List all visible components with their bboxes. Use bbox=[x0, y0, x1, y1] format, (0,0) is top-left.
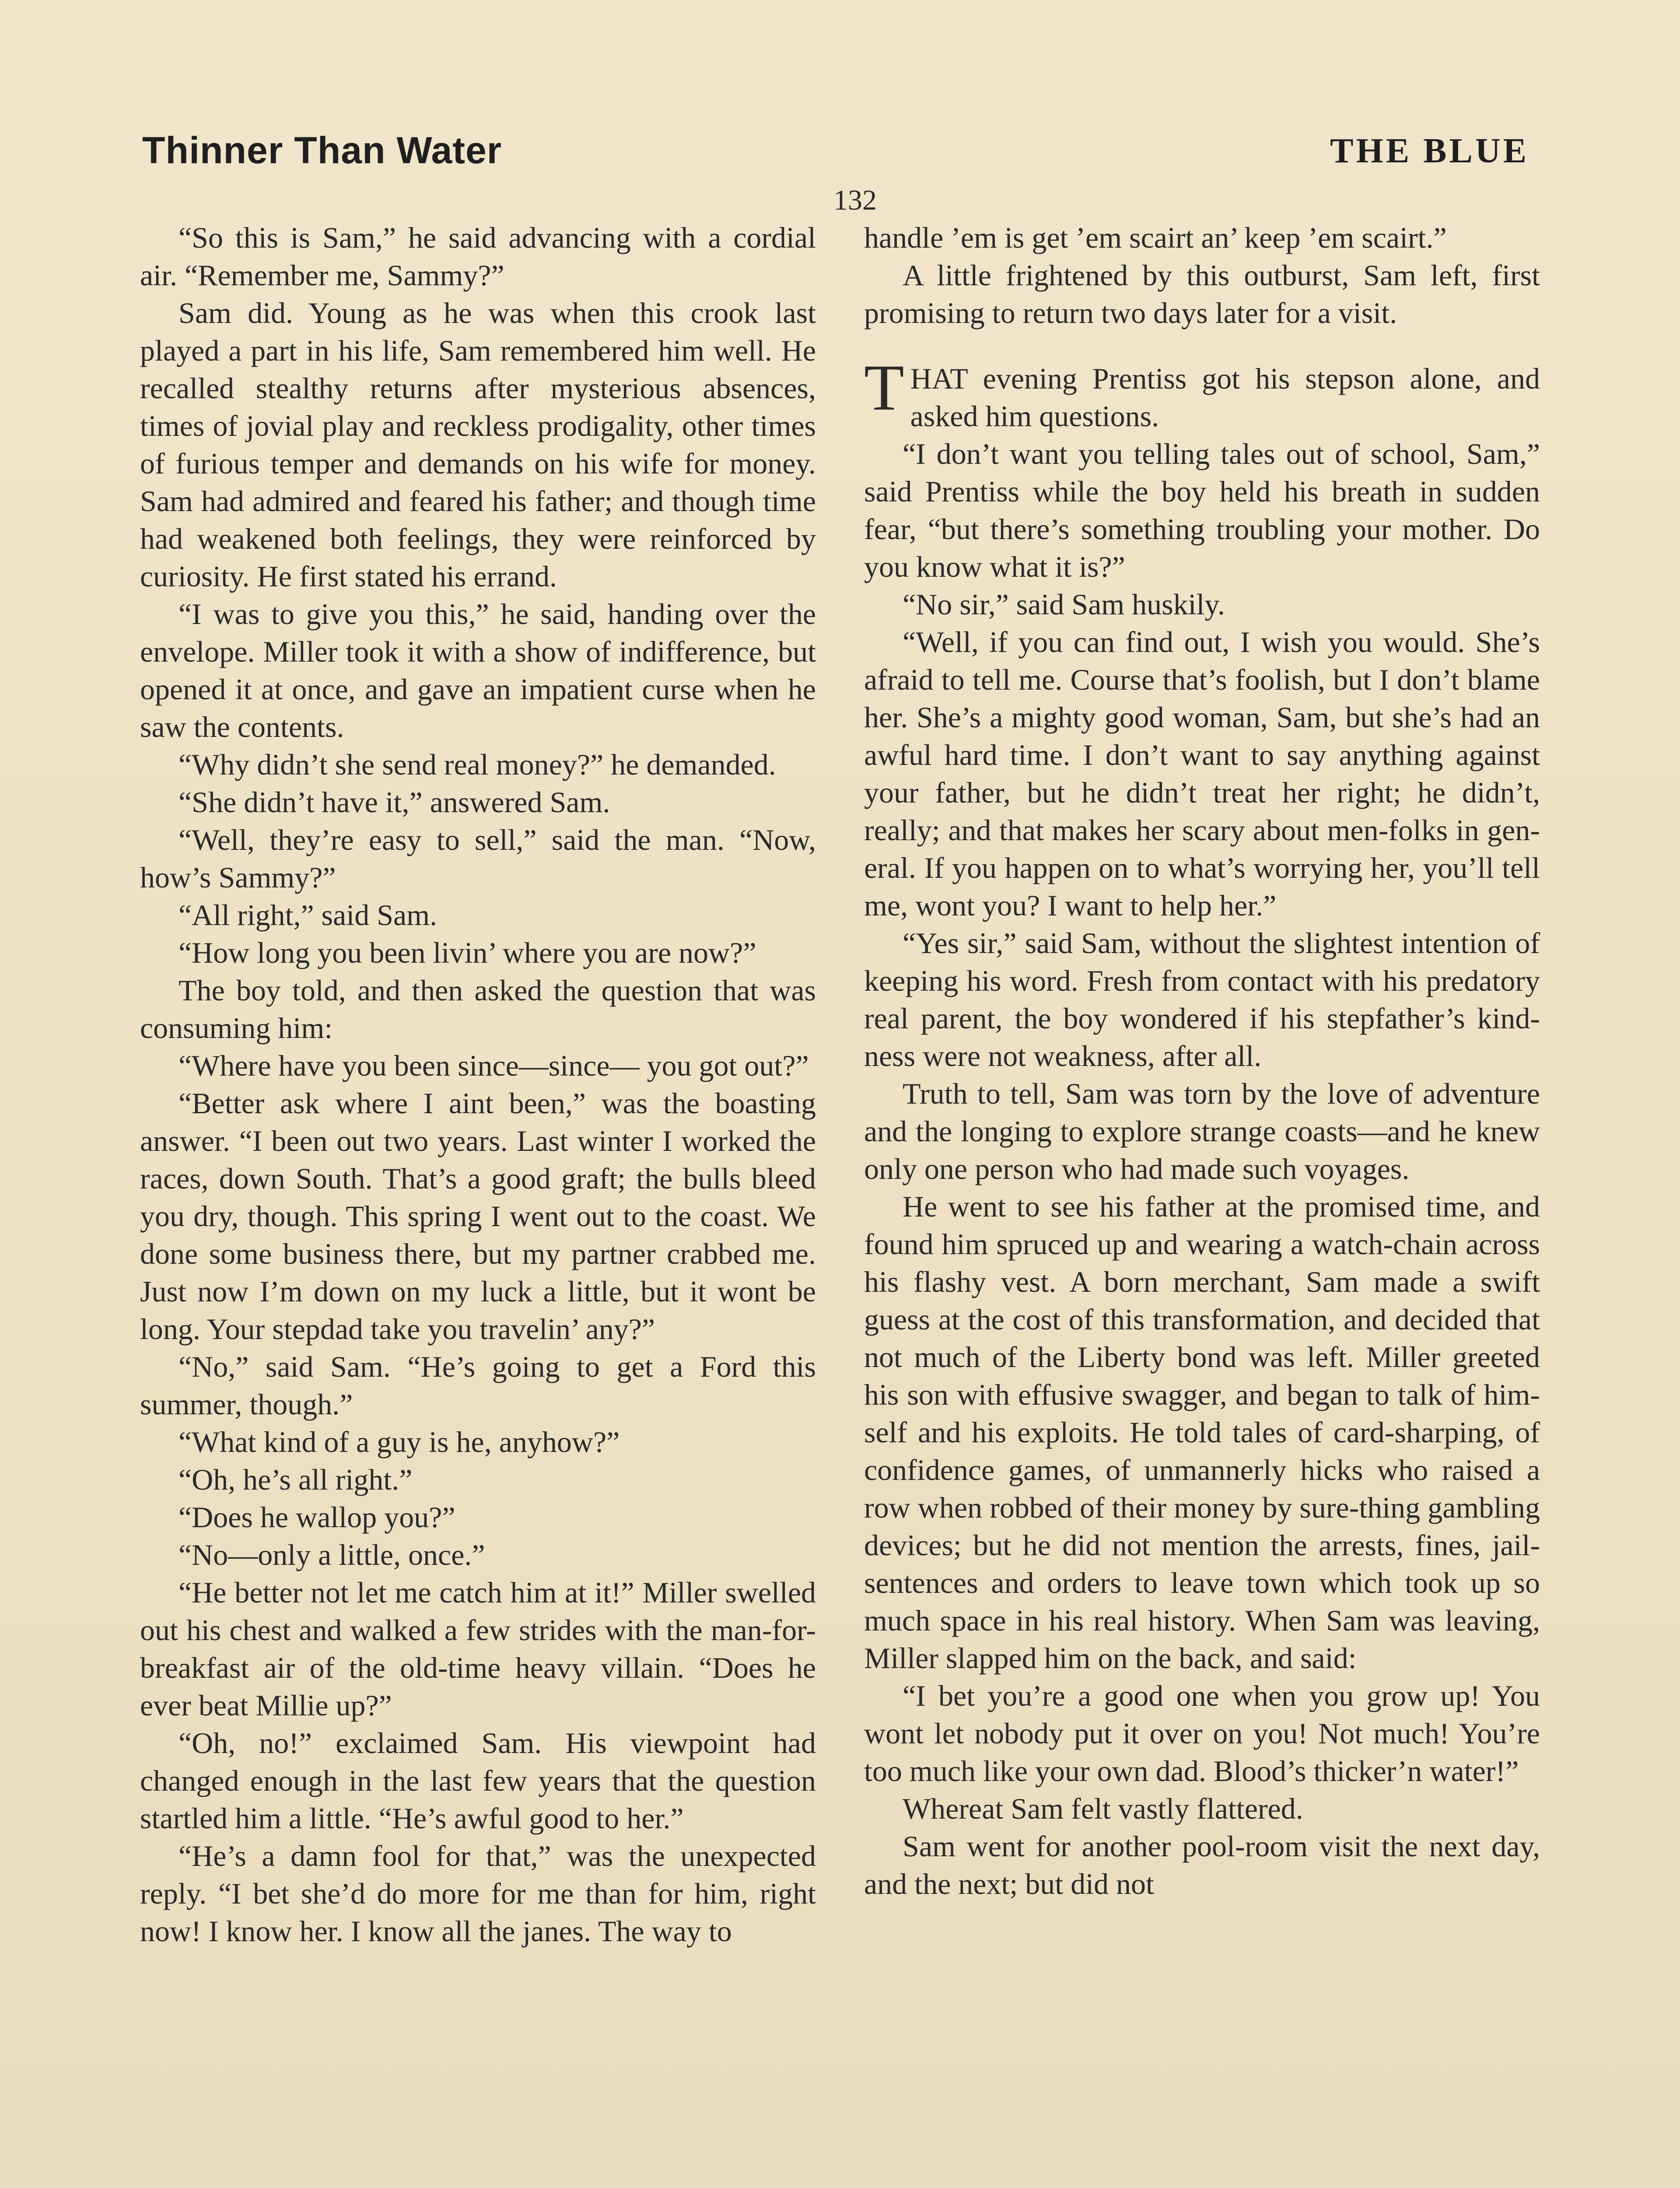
paragraph: handle ’em is get ’em scairt an’ keep ’em scairt.” bbox=[864, 221, 1447, 254]
left-column bbox=[140, 219, 816, 1950]
paragraph: “How long you been livin’ where you are now?” bbox=[178, 936, 756, 969]
paragraph: Sam did. Young as he was when this crook last played a part in his life, Sam remembered him well. He recalled stealthy returns after mysterious absences, times of jovial play and reckless prodigality, other times of furious temper and demands on his wife for money. Sam had admired and feared his father; and though time had weakened both feelings, they were reinforced by curiosity. He first stated his errand. bbox=[140, 296, 816, 593]
section-opening-paragraph bbox=[864, 351, 1540, 435]
paragraph: “Why didn’t she send real money?” he demanded. bbox=[178, 748, 776, 781]
paragraph: “No—only a little, once.” bbox=[178, 1538, 485, 1571]
paragraph: “Yes sir,” said Sam, without the slightest intention of keeping his word. Fresh from contact with his predatory real parent, the boy wondered if his stepfather’s kindness were not weakness, after all. bbox=[864, 926, 1540, 1073]
running-title-left: Thinner Than Water bbox=[142, 130, 502, 172]
paragraph: “No sir,” said Sam huskily. bbox=[903, 588, 1225, 621]
paragraph: “Well, if you can find out, I wish you would. She’s afraid to tell me. Course that’s foolish, but I don’t blame her. She’s a mighty good woman, Sam, but she’s had an awful hard time. I don’t want to say anything against your father, but he didn’t treat her right; he didn’t, really; and that makes her scary about men-folks in general. If you happen on to what’s worrying her, you’ll tell me, wont you? I want to help her.” bbox=[864, 625, 1540, 922]
page-number: 132 bbox=[833, 184, 877, 216]
paragraph: Whereat Sam felt vastly flattered. bbox=[903, 1792, 1303, 1825]
paragraph: “She didn’t have it,” answered Sam. bbox=[178, 785, 610, 819]
right-column bbox=[864, 219, 1540, 1903]
drop-cap: T bbox=[864, 351, 904, 424]
paragraph: “Well, they’re easy to sell,” said the man. “Now, how’s Sammy?” bbox=[140, 823, 816, 894]
paragraph: “I bet you’re a good one when you grow up! You wont let nobody put it over on you! Not much! You’re too much like your own dad. Blood’s thicker’n water!” bbox=[864, 1679, 1540, 1788]
paragraph: “Oh, he’s all right.” bbox=[178, 1463, 413, 1496]
section-opening-text: HAT evening Prentiss got his stepson alone, and asked him questions. bbox=[910, 362, 1540, 433]
paragraph: Truth to tell, Sam was torn by the love of adventure and the longing to explore strange coasts—and he knew only one person who had made such voyages. bbox=[864, 1077, 1540, 1185]
paragraph: “Oh, no!” exclaimed Sam. His viewpoint had changed enough in the last few years that the question startled him a little. “He’s awful good to her.” bbox=[140, 1726, 816, 1835]
paragraph: “He better not let me catch him at it!” Miller swelled out his chest and walked a few strides with the man-for-breakfast air of the old-time heavy villain. “Does he ever beat Millie up?” bbox=[140, 1576, 816, 1722]
paragraph: “I don’t want you telling tales out of school, Sam,” said Prentiss while the boy held his breath in sudden fear, “but there’s something troubling your mother. Do you know what it is?” bbox=[864, 437, 1540, 583]
paragraph: “Better ask where I aint been,” was the boasting answer. “I been out two years. Last winter I worked the races, down South. That’s a good graft; the bulls bleed you dry, though. This spring I went out to the coast. We done some business there, but my partner crabbed me. Just now I’m down on my luck a little, but it wont be long. Your stepdad take you travelin’ any?” bbox=[140, 1087, 816, 1346]
running-title-right: THE BLUE bbox=[1330, 132, 1529, 170]
paragraph: Sam went for another pool-room visit the next day, and the next; but did not bbox=[864, 1830, 1540, 1900]
paragraph: “Where have you been since—since— you got out?” bbox=[178, 1049, 809, 1082]
paragraph: “No,” said Sam. “He’s going to get a Ford this summer, though.” bbox=[140, 1350, 816, 1421]
paragraph: “So this is Sam,” he said advancing with a cordial air. “Remember me, Sammy?” bbox=[140, 221, 816, 292]
paragraph: “Does he wallop you?” bbox=[178, 1501, 455, 1534]
paragraph: A little frightened by this outburst, Sam left, first promising to return two days later for a visit. bbox=[864, 259, 1540, 330]
paragraph: “All right,” said Sam. bbox=[178, 898, 438, 932]
paragraph: “What kind of a guy is he, anyhow?” bbox=[178, 1425, 620, 1459]
paragraph: “I was to give you this,” he said, handing over the envelope. Miller took it with a show of indifference, but opened it at once, and gave an impatient curse when he saw the contents. bbox=[140, 597, 816, 743]
paragraph: He went to see his father at the promised time, and found him spruced up and wearing a watch-chain across his flashy vest. A born merchant, Sam made a swift guess at the cost of this transformation, and decided that not much of the Liberty bond was left. Miller greeted his son with effusive swagger, and began to talk of himself and his exploits. He told tales of card-sharping, of confidence games, of unmannerly hicks who raised a row when robbed of their money by sure-thing gambling devices; but he did not mention the arrests, fines, jail-sentences and orders to leave town which took up so much space in his real history. When Sam was leaving, Miller slapped him on the back, and said: bbox=[864, 1190, 1540, 1675]
paragraph: “He’s a damn fool for that,” was the unexpected reply. “I bet she’d do more for me than for him, right now! I know her. I know all the janes. The way to bbox=[140, 1839, 816, 1948]
paragraph: The boy told, and then asked the question that was consuming him: bbox=[140, 974, 816, 1045]
